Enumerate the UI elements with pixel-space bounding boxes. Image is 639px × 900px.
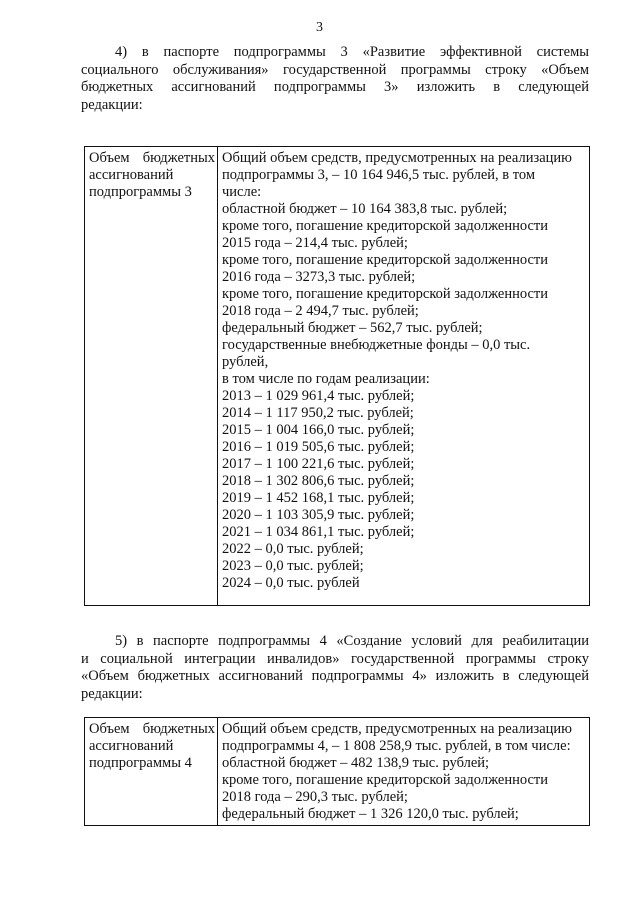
text-line: редакции:: [81, 685, 143, 702]
text-line: 2018 – 1 302 806,6 тыс. рублей;: [222, 473, 415, 489]
text-line: 2019 – 1 452 168,1 тыс. рублей;: [222, 490, 415, 506]
text-line: 2016 года – 3273,3 тыс. рублей;: [222, 269, 416, 285]
section-4-budget-table: [84, 146, 590, 606]
text-line: 2022 – 0,0 тыс. рублей;: [222, 541, 364, 557]
text-line: подпрограммы 4, – 1 808 258,9 тыс. рублей, в том числе:: [222, 738, 571, 754]
page-number: 3: [316, 20, 323, 35]
text-line: 2017 – 1 100 221,6 тыс. рублей;: [222, 456, 415, 472]
section-5-budget-table: [84, 717, 590, 826]
section-4-intro: [81, 44, 589, 114]
text-line: 2023 – 0,0 тыс. рублей;: [222, 558, 364, 574]
text-line: кроме того, погашение кредиторской задолженности: [222, 286, 549, 302]
text-line: федеральный бюджет – 562,7 тыс. рублей;: [222, 320, 483, 336]
text-line: и социальной интеграции инвалидов» государственной программы строку: [81, 650, 589, 667]
text-line: государственные внебюджетные фонды – 0,0 тыс.: [222, 337, 531, 353]
text-line: 2013 – 1 029 961,4 тыс. рублей;: [222, 388, 415, 404]
table-label-cell: [89, 150, 215, 201]
text-line: кроме того, погашение кредиторской задолженности: [222, 218, 549, 234]
text-line: ассигнований: [89, 167, 174, 183]
text-line: 2015 – 1 004 166,0 тыс. рублей;: [222, 422, 415, 438]
text-line: 2018 года – 290,3 тыс. рублей;: [222, 789, 408, 805]
text-line: «Объем бюджетных ассигнований подпрограммы 4» изложить в следующей: [81, 668, 589, 684]
table-label-cell: [89, 721, 215, 772]
text-line: 2014 – 1 117 950,2 тыс. рублей;: [222, 405, 414, 421]
text-line: Общий объем средств, предусмотренных на реализацию: [222, 150, 572, 166]
text-line: бюджетных ассигнований подпрограммы 3» изложить в следующей: [81, 79, 589, 95]
section-5-intro: [81, 633, 589, 703]
text-line: рублей,: [222, 354, 269, 370]
text-line: числе:: [222, 184, 262, 200]
text-line: подпрограммы 3, – 10 164 946,5 тыс. рублей, в том: [222, 167, 536, 183]
text-line: кроме того, погашение кредиторской задолженности: [222, 252, 549, 268]
text-line: областной бюджет – 482 138,9 тыс. рублей;: [222, 755, 490, 771]
text-line: кроме того, погашение кредиторской задолженности: [222, 772, 549, 788]
text-line: федеральный бюджет – 1 326 120,0 тыс. рублей;: [222, 806, 519, 822]
text-line: 2020 – 1 103 305,9 тыс. рублей;: [222, 507, 415, 523]
text-line: Объем бюджетных: [89, 721, 215, 737]
text-line: в том числе по годам реализации:: [222, 371, 430, 387]
text-line: Объем бюджетных: [89, 150, 215, 166]
text-line: ассигнований: [89, 738, 174, 754]
table-column-divider: [217, 147, 218, 605]
table-value-cell: [222, 150, 588, 592]
table-column-divider: [217, 718, 218, 825]
text-line: 4) в паспорте подпрограммы 3 «Развитие эффективной системы: [115, 44, 589, 60]
text-line: 2015 года – 214,4 тыс. рублей;: [222, 235, 408, 251]
table-value-cell: [222, 721, 588, 823]
text-line: 5) в паспорте подпрограммы 4 «Создание условий для реабилитации: [115, 633, 589, 649]
text-line: социального обслуживания» государственной программы строку «Объем: [81, 61, 589, 78]
text-line: 2018 года – 2 494,7 тыс. рублей;: [222, 303, 419, 319]
text-line: редакции:: [81, 96, 143, 113]
text-line: подпрограммы 4: [89, 755, 192, 771]
text-line: 2024 – 0,0 тыс. рублей: [222, 575, 360, 591]
text-line: 2016 – 1 019 505,6 тыс. рублей;: [222, 439, 415, 455]
text-line: подпрограммы 3: [89, 184, 192, 200]
text-line: 2021 – 1 034 861,1 тыс. рублей;: [222, 524, 415, 540]
text-line: Общий объем средств, предусмотренных на реализацию: [222, 721, 572, 737]
text-line: областной бюджет – 10 164 383,8 тыс. рублей;: [222, 201, 508, 217]
